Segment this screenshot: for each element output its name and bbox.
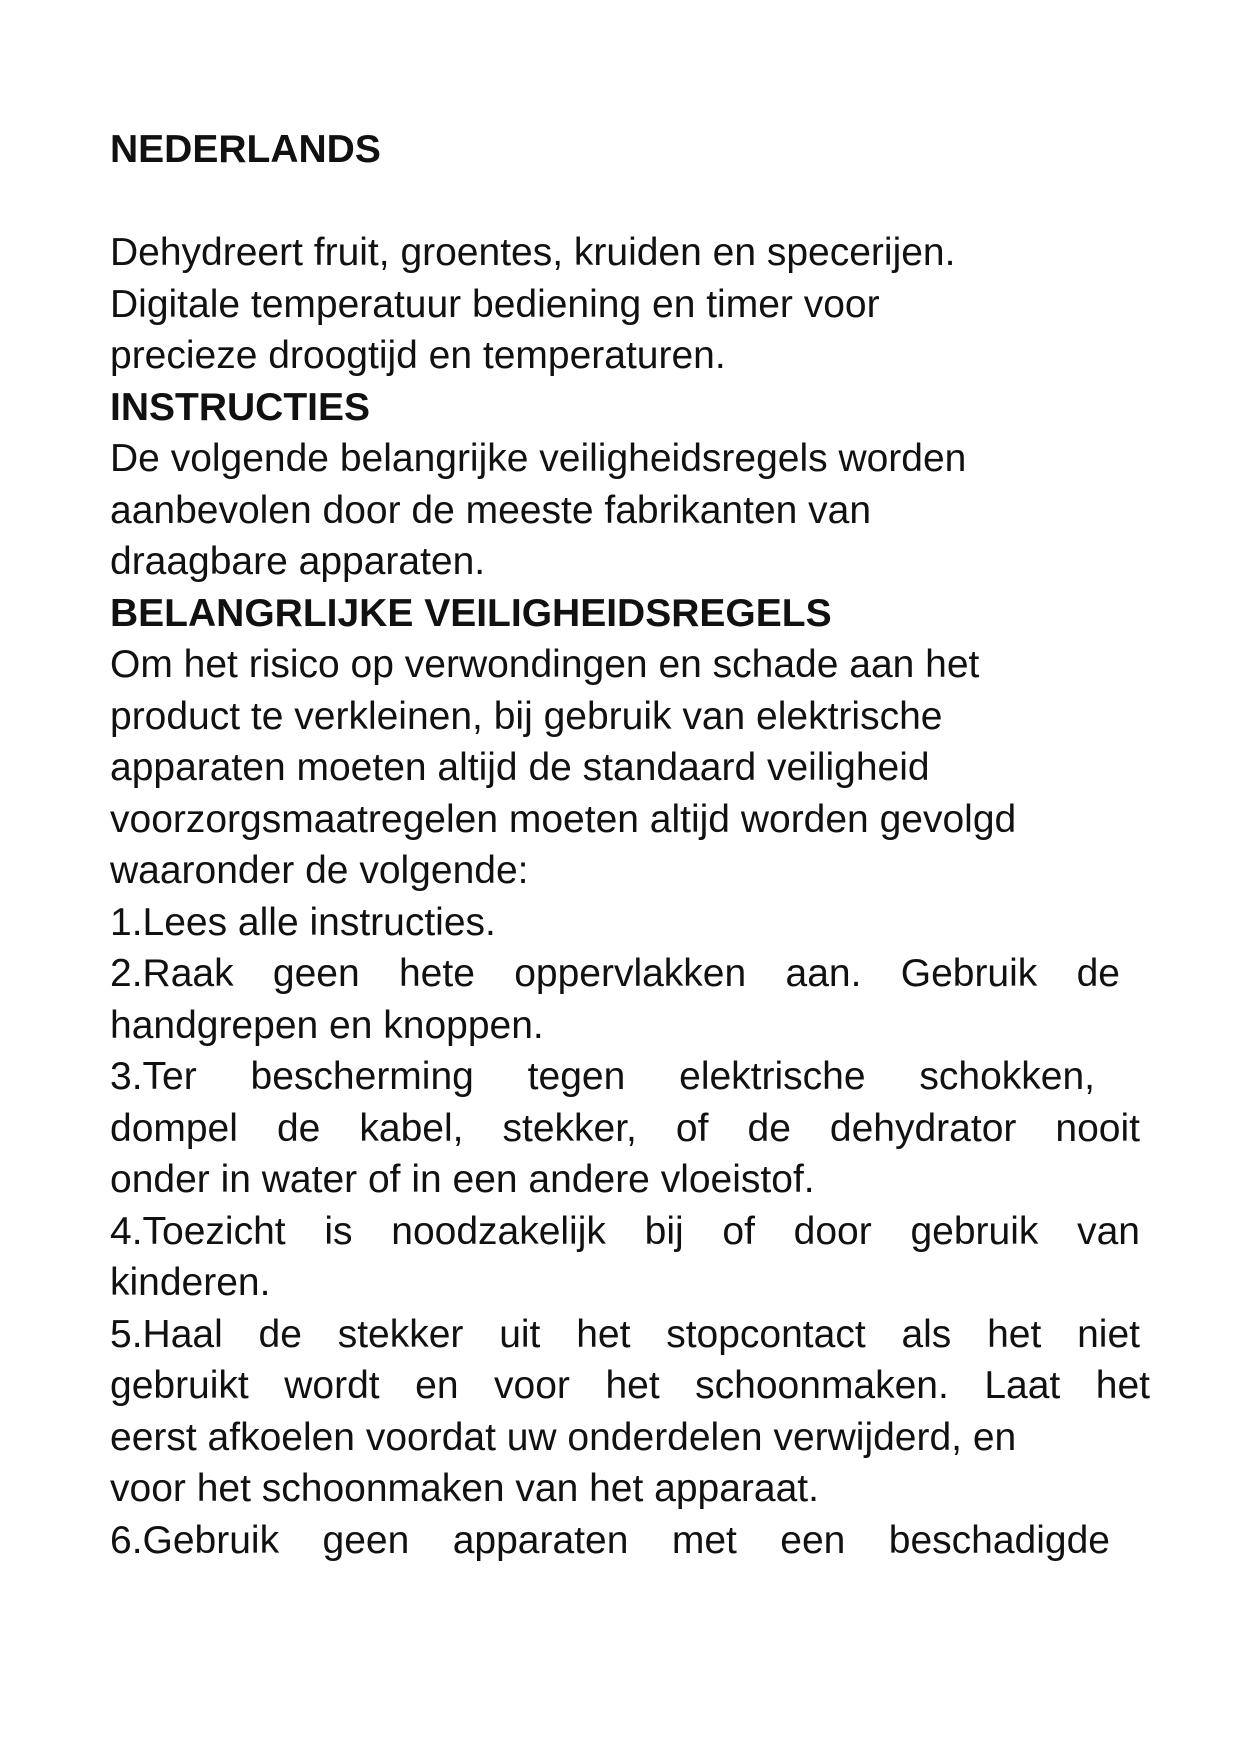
rule-line: voor het schoonmaken van het apparaat. bbox=[110, 1467, 819, 1510]
safety-intro-line: product te verkleinen, bij gebruik van elektrische bbox=[110, 694, 943, 738]
document-page bbox=[110, 124, 1150, 1566]
safety-rule bbox=[110, 1309, 1150, 1515]
language-heading: NEDERLANDS bbox=[110, 128, 381, 171]
safety-rule bbox=[110, 1206, 1150, 1309]
safety-rules-list bbox=[110, 897, 1150, 1567]
intro-line: precieze droogtijd en temperaturen. bbox=[110, 334, 726, 377]
safety-rule bbox=[110, 1051, 1150, 1206]
rule-line: 2.Raak geen hete oppervlakken aan. Gebruik de bbox=[110, 952, 1120, 995]
rule-line: 1.Lees alle instructies. bbox=[110, 900, 496, 944]
safety-intro-line: waaronder de volgende: bbox=[110, 849, 529, 892]
safety-rule bbox=[110, 897, 1150, 949]
rule-line: 4.Toezicht is noodzakelijk bij of door gebruik van bbox=[110, 1209, 1140, 1253]
safety-rule bbox=[110, 948, 1150, 1051]
safety-intro-line: voorzorgsmaatregelen moeten altijd worden gevolgd bbox=[110, 797, 1017, 841]
safety-rule bbox=[110, 1515, 1150, 1567]
intro-line: Dehydreert fruit, groentes, kruiden en specerijen. bbox=[110, 231, 956, 274]
spacer bbox=[110, 176, 1150, 228]
safety-intro-line: apparaten moeten altijd de standaard veiligheid bbox=[110, 746, 930, 789]
instructions-line: draagbare apparaten. bbox=[110, 540, 486, 583]
rule-line: 3.Ter bescherming tegen elektrische schokken, bbox=[110, 1055, 1095, 1098]
instructions-line: De volgende belangrijke veiligheidsregels worden bbox=[110, 437, 967, 480]
instructions-heading: INSTRUCTIES bbox=[110, 385, 371, 429]
rule-line: eerst afkoelen voordat uw onderdelen verwijderd, en bbox=[110, 1415, 1017, 1459]
rule-line: 5.Haal de stekker uit het stopcontact als het niet bbox=[110, 1312, 1140, 1356]
rule-line: dompel de kabel, stekker, of de dehydrator nooit bbox=[110, 1106, 1140, 1150]
safety-intro-line: Om het risico op verwondingen en schade aan het bbox=[110, 643, 980, 686]
rule-line: kinderen. bbox=[110, 1261, 271, 1304]
rule-line: 6.Gebruik geen apparaten met een beschadigde bbox=[110, 1518, 1110, 1562]
intro-paragraph bbox=[110, 227, 1150, 382]
rule-line: onder in water of in een andere vloeistof. bbox=[110, 1158, 815, 1201]
safety-heading: BELANGRLIJKE VEILIGHEIDSREGELS bbox=[110, 591, 832, 635]
instructions-line: aanbevolen door de meeste fabrikanten van bbox=[110, 488, 872, 532]
intro-line: Digitale temperatuur bediening en timer voor bbox=[110, 282, 880, 326]
rule-line: handgrepen en knoppen. bbox=[110, 1003, 544, 1047]
safety-intro-paragraph bbox=[110, 639, 1150, 897]
instructions-paragraph bbox=[110, 433, 1150, 588]
rule-line: gebruikt wordt en voor het schoonmaken. Laat het bbox=[110, 1364, 1150, 1407]
